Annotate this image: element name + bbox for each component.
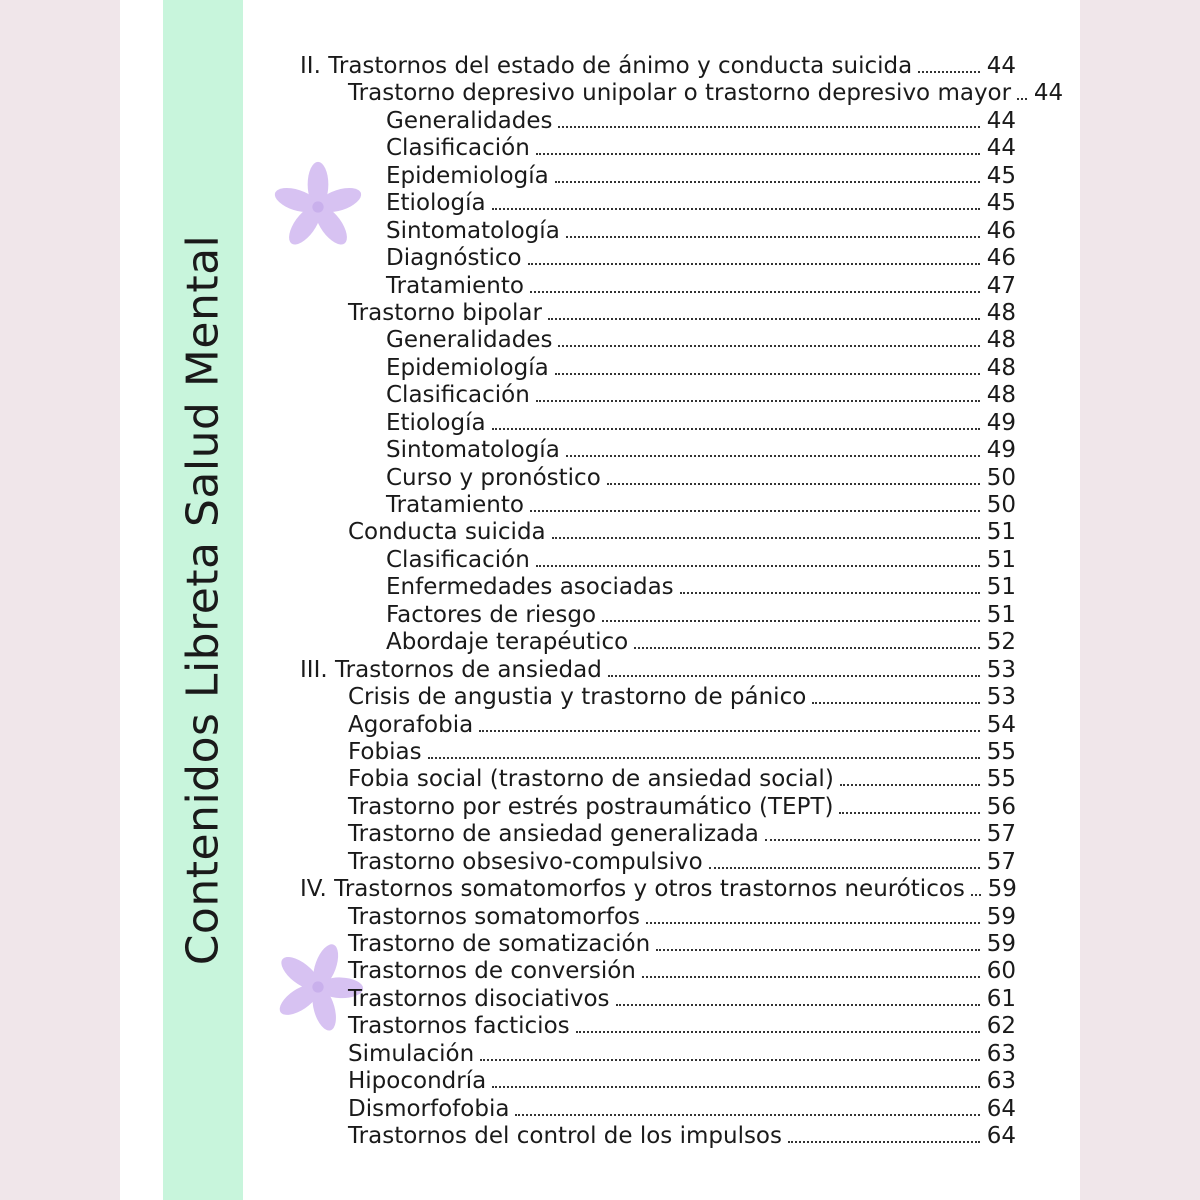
toc-entry-label: Tratamiento — [386, 272, 524, 299]
toc-entry-page-number: 64 — [986, 1123, 1016, 1150]
toc-entry-label: Clasificación — [386, 382, 530, 409]
toc-entry-label: Trastornos del control de los impulsos — [348, 1123, 782, 1150]
toc-entry-page-number: 59 — [986, 903, 1016, 930]
toc-entry — [300, 904, 1016, 931]
dot-leader — [492, 208, 980, 210]
dot-leader — [480, 1059, 980, 1061]
toc-entry — [300, 574, 1016, 601]
toc-entry — [300, 1068, 1016, 1095]
toc-entry-page-number: 55 — [986, 766, 1016, 793]
toc-entry — [300, 190, 1016, 217]
toc-entry-page-number: 60 — [986, 958, 1016, 985]
toc-entry-page-number: 52 — [986, 629, 1016, 656]
toc-entry-label: Fobia social (trastorno de ansiedad social) — [348, 766, 834, 793]
toc-entry — [300, 53, 1016, 80]
dot-leader — [765, 839, 980, 841]
toc-entry — [300, 821, 1016, 848]
dot-leader — [839, 812, 980, 814]
toc-entry — [300, 355, 1016, 382]
toc-entry — [300, 684, 1016, 711]
toc-entry — [300, 1041, 1016, 1068]
toc-entry — [300, 1123, 1016, 1150]
toc-entry — [300, 519, 1016, 546]
dot-leader — [680, 592, 980, 594]
dot-leader — [566, 455, 980, 457]
toc-entry — [300, 766, 1016, 793]
toc-entry-page-number: 44 — [1033, 80, 1064, 107]
toc-entry — [300, 794, 1016, 821]
dot-leader — [1017, 98, 1027, 100]
toc-entry-label: Dismorfofobia — [348, 1095, 510, 1122]
toc-entry-page-number: 61 — [986, 985, 1016, 1012]
toc-entry-page-number: 64 — [986, 1095, 1016, 1122]
toc-entry-label: Trastorno por estrés postraumático (TEPT) — [348, 793, 834, 820]
toc-entry-page-number: 44 — [986, 53, 1016, 79]
dot-leader — [840, 784, 980, 786]
toc-entry-label: Epidemiología — [386, 354, 549, 381]
toc-entry-page-number: 59 — [987, 876, 1017, 903]
dot-leader — [428, 757, 980, 759]
toc-entry-label: Tratamiento — [386, 492, 524, 518]
toc-entry-label: II. Trastornos del estado de ánimo y conducta suicida — [300, 53, 913, 79]
dot-leader — [607, 483, 980, 485]
toc-entry-label: Trastornos facticios — [348, 1013, 570, 1040]
toc-entry-label: Conducta suicida — [348, 519, 546, 546]
dot-leader — [479, 730, 980, 732]
toc-entry-page-number: 63 — [986, 1068, 1016, 1095]
toc-entry-page-number: 47 — [986, 272, 1016, 299]
dot-leader — [555, 373, 980, 375]
dot-leader — [536, 153, 980, 155]
toc-entry — [300, 958, 1016, 985]
toc-entry-label: Trastorno de somatización — [348, 931, 651, 957]
dot-leader — [555, 181, 980, 183]
toc-entry-label: Diagnóstico — [386, 245, 522, 272]
toc-entry-page-number: 50 — [986, 492, 1016, 518]
toc-entry-page-number: 51 — [986, 519, 1016, 546]
dot-leader — [558, 126, 980, 128]
toc-entry-page-number: 46 — [986, 217, 1016, 244]
dot-leader — [558, 345, 980, 347]
toc-entry — [300, 327, 1016, 354]
toc-entry-page-number: 45 — [986, 162, 1016, 189]
toc-entry-label: Curso y pronóstico — [386, 464, 601, 491]
toc-entry — [300, 547, 1016, 574]
dot-leader — [656, 949, 980, 951]
toc-entry — [300, 1096, 1016, 1123]
dot-leader — [608, 675, 980, 677]
toc-entry-label: Trastorno obsesivo-compulsivo — [348, 848, 703, 875]
toc-entry-label: Hipocondría — [348, 1068, 487, 1095]
toc-entry-label: Crisis de angustia y trastorno de pánico — [348, 684, 807, 711]
dot-leader — [642, 976, 980, 978]
toc-entry-page-number: 62 — [986, 1013, 1016, 1040]
toc-entry-label: Generalidades — [386, 107, 553, 134]
toc-entry-page-number: 53 — [986, 656, 1016, 683]
toc-entry-label: Etiología — [386, 409, 486, 436]
toc-entry — [300, 657, 1016, 684]
toc-entry-label: Etiología — [386, 190, 486, 217]
toc-entry — [300, 245, 1016, 272]
toc-entry — [300, 492, 1016, 519]
toc-entry-page-number: 44 — [986, 135, 1016, 162]
toc-entry-page-number: 45 — [986, 190, 1016, 217]
dot-leader — [646, 922, 980, 924]
toc-entry-label: Trastornos de conversión — [348, 958, 636, 985]
toc-entry — [300, 629, 1016, 656]
dot-leader — [492, 428, 980, 430]
dot-leader — [709, 867, 980, 869]
toc-entry-page-number: 51 — [986, 574, 1016, 601]
toc-entry-page-number: 48 — [986, 354, 1016, 381]
toc-entry-label: Trastorno depresivo unipolar o trastorno depresivo mayor — [348, 80, 1012, 107]
toc-entry-label: Sintomatología — [386, 217, 560, 244]
toc-entry-label: Fobias — [348, 738, 422, 765]
toc-entry-label: III. Trastornos de ansiedad — [300, 656, 602, 683]
toc-entry — [300, 80, 1064, 107]
toc-entry-label: Epidemiología — [386, 162, 549, 189]
toc-entry — [300, 1013, 1016, 1040]
toc-entry-label: Abordaje terapéutico — [386, 629, 629, 656]
dot-leader — [530, 510, 980, 512]
dot-leader — [552, 537, 980, 539]
dot-leader — [536, 565, 980, 567]
dot-leader — [548, 318, 980, 320]
toc-entry — [300, 602, 1016, 629]
toc-entry-page-number: 46 — [986, 245, 1016, 272]
toc-entry — [300, 273, 1016, 300]
toc-entry-label: Sintomatología — [386, 437, 560, 464]
toc-entry — [300, 108, 1016, 135]
toc-entry-label: Trastornos disociativos — [348, 985, 610, 1012]
toc-entry — [300, 382, 1016, 409]
toc-entry — [300, 465, 1016, 492]
dot-leader — [528, 263, 980, 265]
toc-entry — [300, 135, 1016, 162]
toc-entry-page-number: 50 — [986, 464, 1016, 491]
toc-entry — [300, 218, 1016, 245]
toc-entry-label: Clasificación — [386, 135, 530, 162]
toc-entry — [300, 931, 1016, 958]
toc-entry-label: Enfermedades asociadas — [386, 574, 674, 601]
dot-leader — [576, 1031, 980, 1033]
toc-entry-label: Factores de riesgo — [386, 601, 597, 628]
dot-leader — [971, 894, 981, 896]
toc-entry-page-number: 49 — [986, 409, 1016, 436]
dot-leader — [918, 71, 980, 73]
toc-entry-page-number: 55 — [986, 738, 1016, 765]
toc-entry-page-number: 56 — [986, 793, 1016, 820]
dot-leader — [566, 236, 980, 238]
toc-entry-label: Trastorno de ansiedad generalizada — [348, 821, 759, 848]
toc-entry-page-number: 57 — [986, 848, 1016, 875]
dot-leader — [812, 702, 980, 704]
toc-entry-page-number: 59 — [986, 931, 1016, 957]
toc-entry-label: Generalidades — [386, 327, 553, 354]
toc-entry — [300, 437, 1016, 464]
toc-entry-label: Trastornos somatomorfos — [348, 903, 641, 930]
dot-leader — [530, 291, 980, 293]
dot-leader — [536, 400, 980, 402]
toc-entry-page-number: 51 — [986, 601, 1016, 628]
toc-entry — [300, 986, 1016, 1013]
toc-entry-page-number: 48 — [986, 382, 1016, 409]
toc-entry-page-number: 53 — [986, 684, 1016, 711]
toc-entry-page-number: 57 — [986, 821, 1016, 848]
dot-leader — [634, 647, 980, 649]
toc-entry — [300, 739, 1016, 766]
toc-entry-page-number: 51 — [986, 546, 1016, 573]
toc-entry-page-number: 44 — [986, 107, 1016, 134]
toc-entry-page-number: 54 — [986, 711, 1016, 738]
toc-entry-label: Simulación — [348, 1040, 475, 1067]
toc-entry — [300, 163, 1016, 190]
toc-entry-label: Clasificación — [386, 546, 530, 573]
spine-title: Contenidos Libreta Salud Mental — [177, 234, 229, 966]
toc-entry-page-number: 48 — [986, 299, 1016, 326]
toc-entry-page-number: 63 — [986, 1040, 1016, 1067]
toc-entry — [300, 849, 1016, 876]
toc-entry-page-number: 49 — [986, 437, 1016, 464]
toc-entry-label: Agorafobia — [348, 711, 474, 738]
table-of-contents — [300, 53, 1064, 1151]
toc-entry — [300, 712, 1016, 739]
toc-entry — [300, 300, 1016, 327]
dot-leader — [616, 1004, 980, 1006]
dot-leader — [515, 1114, 980, 1116]
dot-leader — [788, 1141, 980, 1143]
toc-entry-label: IV. Trastornos somatomorfos y otros trastornos neuróticos — [300, 876, 965, 903]
toc-entry — [300, 876, 1016, 903]
toc-entry-page-number: 48 — [986, 327, 1016, 354]
toc-entry — [300, 410, 1016, 437]
toc-entry-label: Trastorno bipolar — [348, 299, 542, 326]
dot-leader — [602, 620, 980, 622]
dot-leader — [492, 1086, 980, 1088]
